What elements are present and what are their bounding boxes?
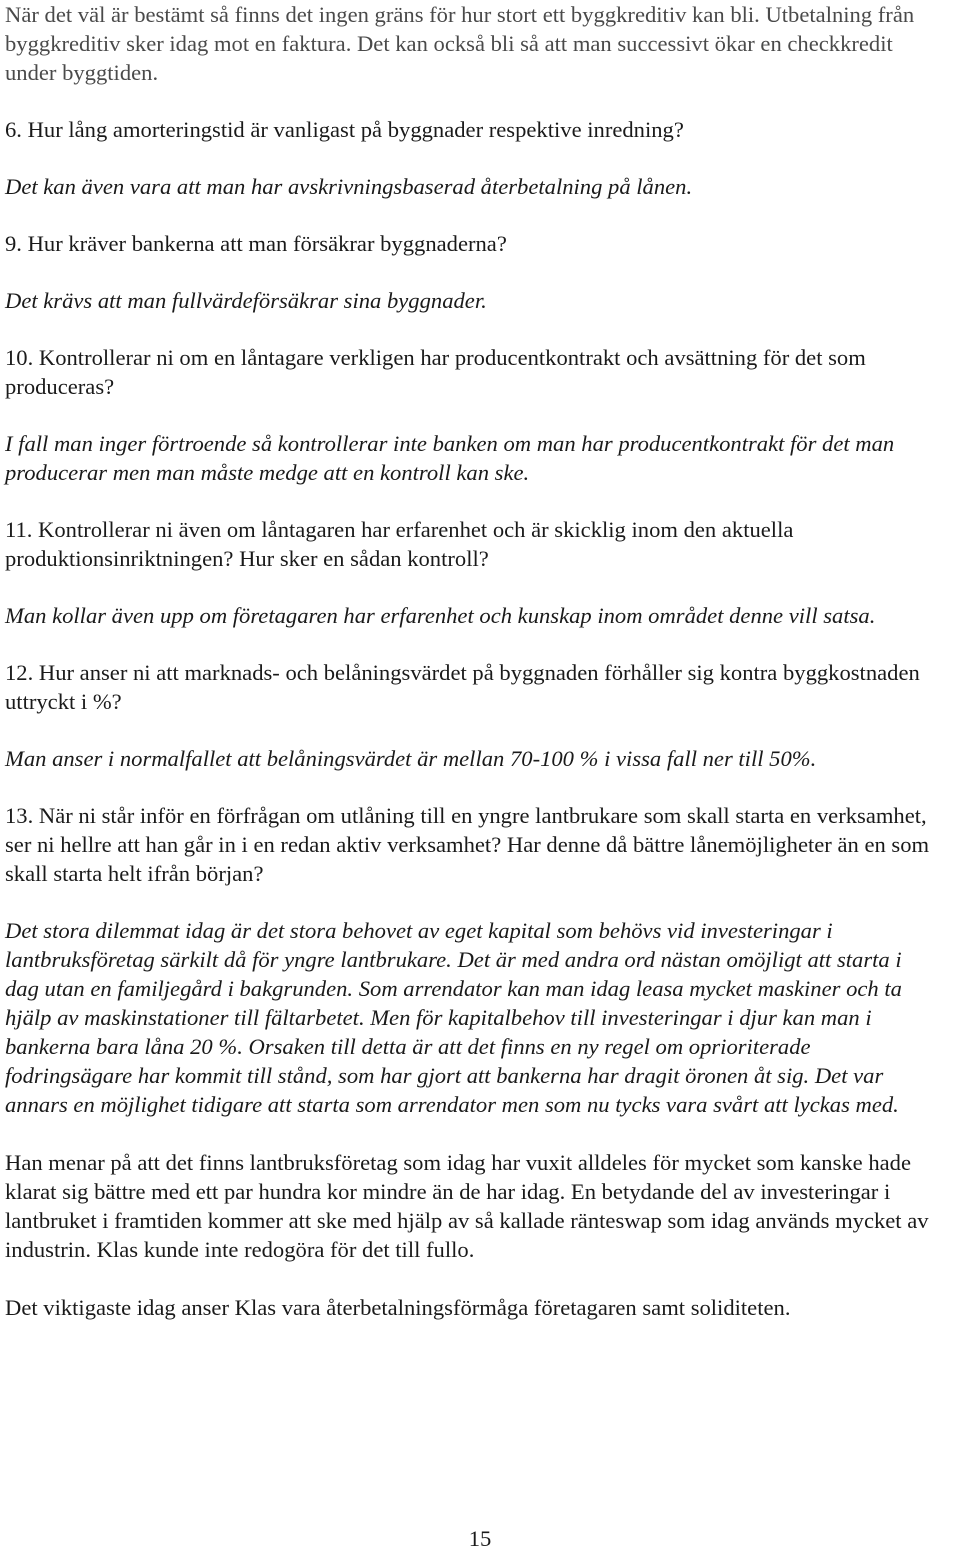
answer-6: Det kan även vara att man har avskrivningsbaserad återbetalning på lånen. xyxy=(5,174,693,199)
question-10: 10. Kontrollerar ni om en låntagare verkligen har producentkontrakt och avsättning för det som produceras? xyxy=(5,345,866,399)
answer-12: Man anser i normalfallet att belåningsvärdet är mellan 70-100 % i vissa fall ner till 50%. xyxy=(5,746,817,771)
answer-9: Det krävs att man fullvärdeförsäkrar sina byggnader. xyxy=(5,288,487,313)
intro-paragraph: När det väl är bestämt så finns det ingen gräns för hur stort ett byggkreditiv kan bli. Utbetalning från byggkreditiv sker idag mot en faktura. Det kan också bli så att man successivt ökar en checkkredit under byggtiden. xyxy=(5,2,915,85)
question-9: 9. Hur kräver bankerna att man försäkrar byggnaderna? xyxy=(5,231,507,256)
page-body xyxy=(5,0,940,1322)
page-number: 15 xyxy=(468,1526,492,1551)
question-12: 12. Hur anser ni att marknads- och belåningsvärdet på byggnaden förhåller sig kontra byggkostnaden uttryckt i %? xyxy=(5,660,920,714)
question-6: 6. Hur lång amorteringstid är vanligast på byggnader respektive inredning? xyxy=(5,117,684,142)
answer-10: I fall man inger förtroende så kontrollerar inte banken om man har producentkontrakt för det man producerar men man måste medge att en kontroll kan ske. xyxy=(5,431,895,485)
question-11: 11. Kontrollerar ni även om låntagaren har erfarenhet och är skicklig inom den aktuella produktionsinriktningen? Hur sker en sådan kontroll? xyxy=(5,517,794,571)
answer-11: Man kollar även upp om företagaren har erfarenhet och kunskap inom området denne vill satsa. xyxy=(5,603,876,628)
question-13: 13. När ni står inför en förfrågan om utlåning till en yngre lantbrukare som skall starta en verksamhet, ser ni hellre att han går in i en redan aktiv verksamhet? Har denne då bättre lånemöjligheter än en som skall starta helt ifrån början? xyxy=(5,803,930,886)
closing-paragraph-1: Han menar på att det finns lantbruksföretag som idag har vuxit alldeles för mycket som kanske hade klarat sig bättre med ett par hundra kor mindre än de har idag. En betydande del av investeringar i lantbruket i framtiden kommer att ske med hjälp av så kallade ränteswap som idag används mycket av industrin. Klas kunde inte redogöra för det till fullo. xyxy=(5,1150,929,1262)
answer-13: Det stora dilemmat idag är det stora behovet av eget kapital som behövs vid investeringar i lantbruksföretag särkilt då för yngre lantbrukare. Det är med andra ord nästan omöjligt att starta i dag utan en familjegård i bakgrunden. Som arrendator kan man idag leasa mycket maskiner och ta hjälp av maskinstationer till fältarbetet. Men för kapitalbehov till investeringar i djur kan man i bankerna bara låna 20 %. Orsaken till detta är att det finns en ny regel om oprioriterade fodringsägare har kommit till stånd, som har gjort att bankerna har dragit öronen åt sig. Det var annars en möjlighet tidigare att starta som arrendator men som nu tycks vara svårt att lyckas med. xyxy=(5,918,902,1117)
closing-paragraph-2: Det viktigaste idag anser Klas vara återbetalningsförmåga företagaren samt soliditeten. xyxy=(5,1295,791,1320)
